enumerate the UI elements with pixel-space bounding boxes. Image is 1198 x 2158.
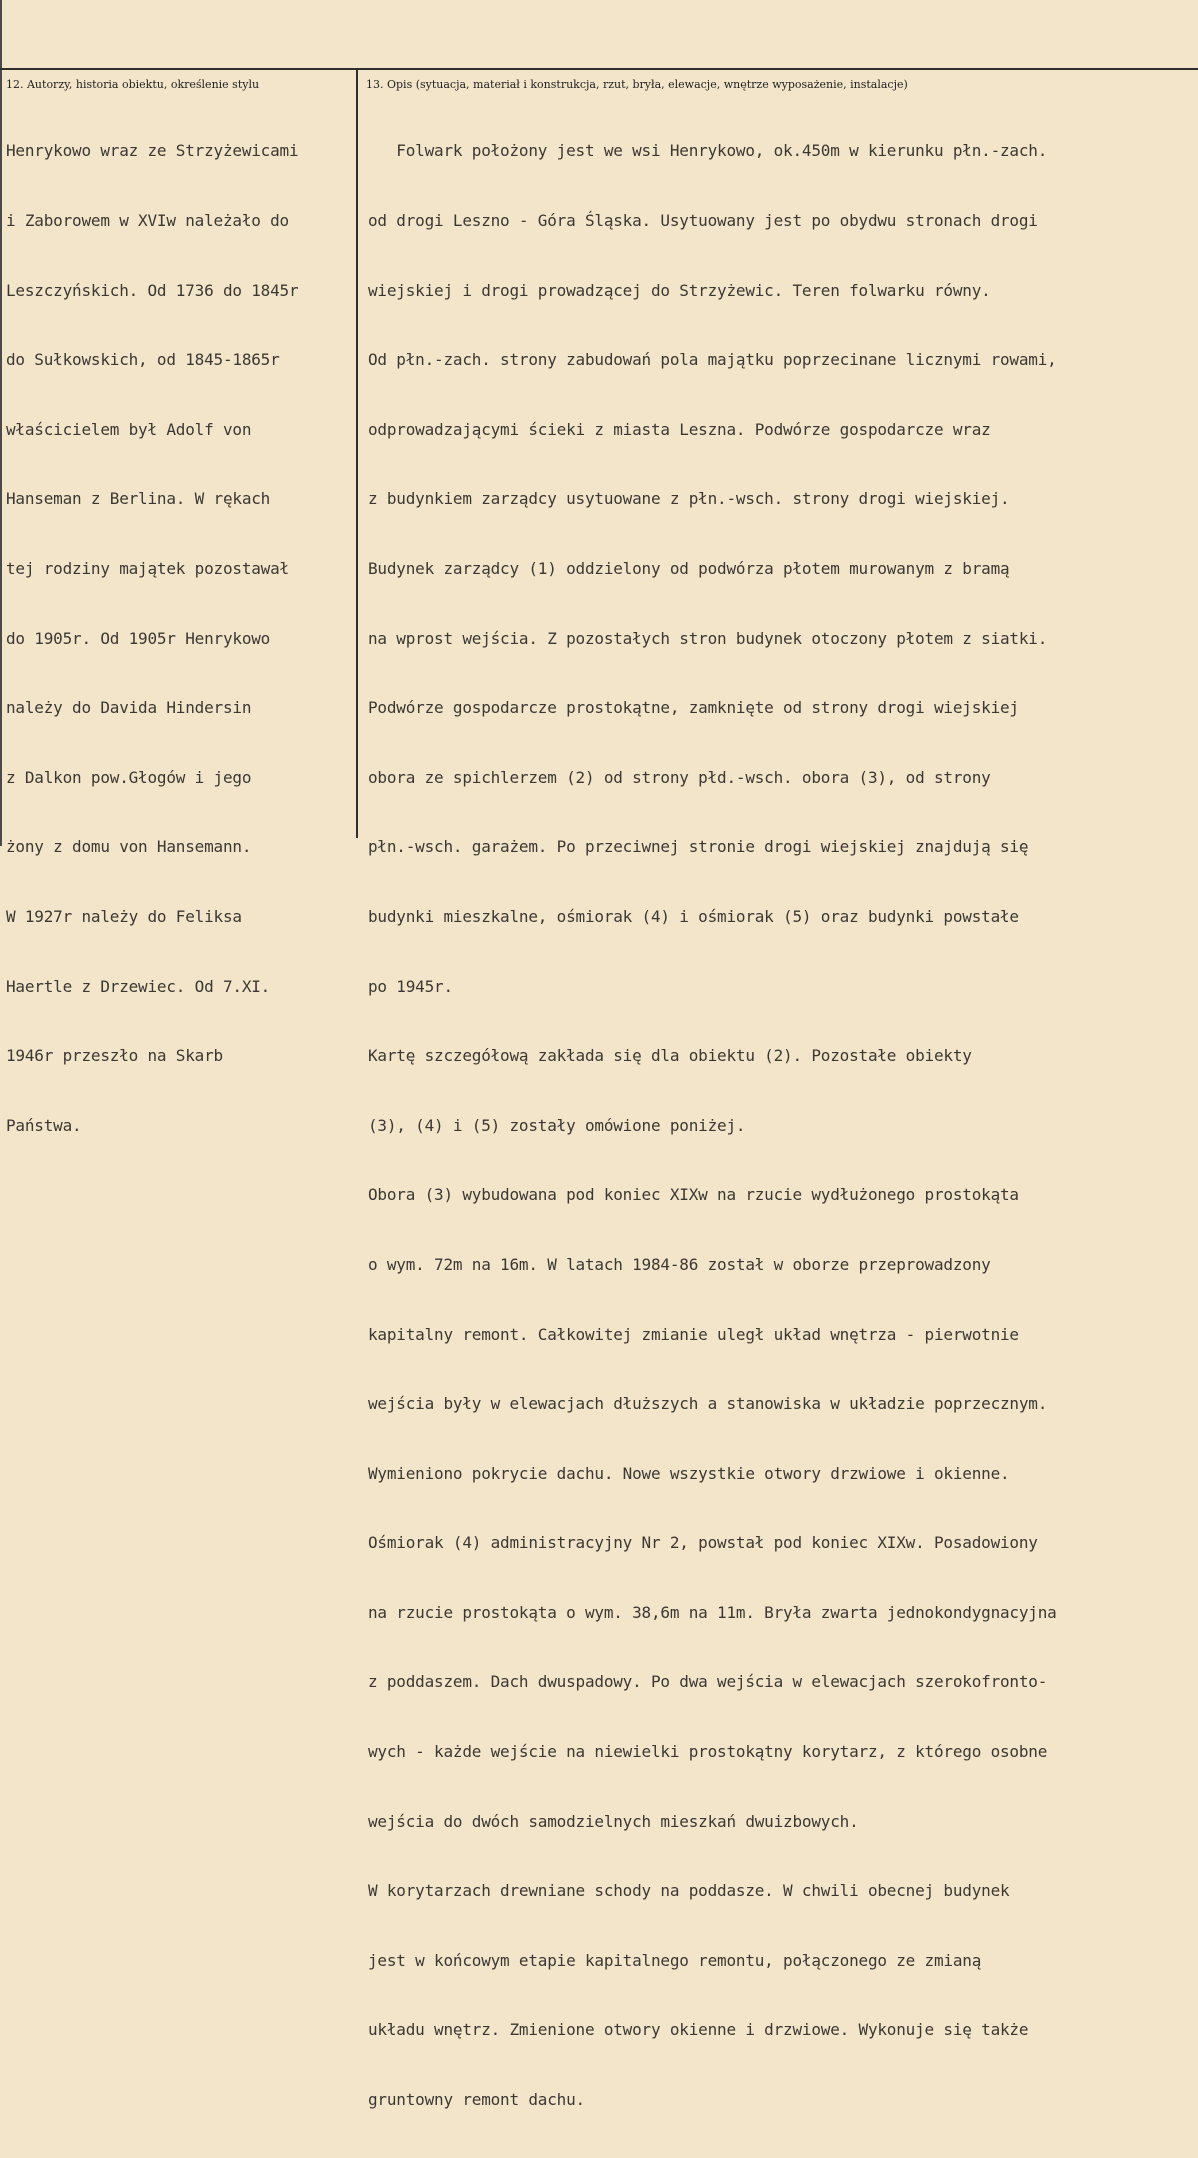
card-left-edge xyxy=(0,0,2,846)
description-line: Podwórze gospodarcze prostokątne, zamknięte od strony drogi wiejskiej xyxy=(368,698,1019,718)
history-line: Henrykowo wraz ze Strzyżewicami xyxy=(6,141,299,161)
description-line: płn.-wsch. garażem. Po przeciwnej stronie drogi wiejskiej znajdują się xyxy=(368,837,1029,857)
section-12-header: 12. Autorzy, historia obiektu, określenie stylu xyxy=(6,78,260,91)
top-rule xyxy=(0,68,1198,70)
column-divider xyxy=(356,68,358,838)
history-line: Państwa. xyxy=(6,1115,82,1135)
description-line: po 1945r. xyxy=(368,976,453,996)
description-line: jest w końcowym etapie kapitalnego remontu, połączonego ze zmianą xyxy=(368,1950,982,1970)
description-line: budynki mieszkalne, ośmiorak (4) i ośmiorak (5) oraz budynki powstałe xyxy=(368,906,1019,926)
history-line: do Sułkowskich, od 1845-1865r xyxy=(6,350,280,370)
history-line: i Zaborowem w XVIw należało do xyxy=(6,211,289,230)
description-line: Kartę szczegółową zakłada się dla obiektu (2). Pozostałe obiekty xyxy=(368,1046,972,1066)
history-line: Hanseman z Berlina. W rękach xyxy=(6,489,271,509)
history-line: tej rodziny majątek pozostawał xyxy=(6,558,289,578)
history-line: Leszczyńskich. Od 1736 do 1845r xyxy=(6,280,299,300)
history-line: należy do Davida Hindersin xyxy=(6,698,252,718)
description-line: (3), (4) i (5) zostały omówione poniżej. xyxy=(368,1115,746,1135)
history-text xyxy=(6,93,298,1183)
description-line: wiejskiej i drogi prowadzącej do Strzyżewic. Teren folwarku równy. xyxy=(368,280,991,300)
description-line: gruntowny remont dachu. xyxy=(368,2090,585,2110)
description-line: z poddaszem. Dach dwuspadowy. Po dwa wejścia w elewacjach szerokofronto- xyxy=(368,1672,1048,1692)
history-line: do 1905r. Od 1905r Henrykowo xyxy=(6,628,271,648)
description-line: W korytarzach drewniane schody na poddasze. W chwili obecnej budynek xyxy=(368,1881,1010,1901)
history-line: żony z domu von Hansemann. xyxy=(6,837,252,857)
description-line: Ośmiorak (4) administracyjny Nr 2, powstał pod koniec XIXw. Posadowiony xyxy=(368,1533,1038,1553)
history-line: Haertle z Drzewiec. Od 7.XI. xyxy=(6,976,271,996)
description-line: Od płn.-zach. strony zabudowań pola majątku poprzecinane licznymi rowami, xyxy=(368,350,1057,370)
history-line: W 1927r należy do Feliksa xyxy=(6,906,242,926)
description-line: na rzucie prostokąta o wym. 38,6m na 11m. Bryła zwarta jednokondygnacyjna xyxy=(368,1602,1057,1622)
history-line: z Dalkon pow.Głogów i jego xyxy=(6,767,252,787)
description-line: Wymieniono pokrycie dachu. Nowe wszystkie otwory drzwiowe i okienne. xyxy=(368,1463,1010,1483)
description-line: na wprost wejścia. Z pozostałych stron budynek otoczony płotem z siatki. xyxy=(368,628,1048,648)
description-line: Obora (3) wybudowana pod koniec XIXw na rzucie wydłużonego prostokąta xyxy=(368,1185,1019,1205)
description-line: Budynek zarządcy (1) oddzielony od podwórza płotem murowanym z bramą xyxy=(368,558,1010,578)
section-13-header: 13. Opis (sytuacja, materiał i konstrukcja, rzut, bryła, elewacje, wnętrze wyposażenie, instalacje) xyxy=(366,78,908,91)
description-line: wejścia do dwóch samodzielnych mieszkań dwuizbowych. xyxy=(368,1811,859,1831)
description-line: odprowadzającymi ścieki z miasta Leszna. Podwórze gospodarcze wraz xyxy=(368,419,991,439)
description-line: od drogi Leszno - Góra Śląska. Usytuowany jest po obydwu stronach drogi xyxy=(368,211,1038,230)
description-text xyxy=(368,93,1057,2158)
history-line: właścicielem był Adolf von xyxy=(6,419,252,439)
description-line: wych - każde wejście na niewielki prostokątny korytarz, z którego osobne xyxy=(368,1742,1048,1762)
description-line: z budynkiem zarządcy usytuowane z płn.-wsch. strony drogi wiejskiej. xyxy=(368,489,1010,509)
description-line: układu wnętrz. Zmienione otwory okienne i drzwiowe. Wykonuje się także xyxy=(368,2020,1029,2040)
description-line: wejścia były w elewacjach dłuższych a stanowiska w układzie poprzecznym. xyxy=(368,1394,1048,1414)
history-line: 1946r przeszło na Skarb xyxy=(6,1046,223,1066)
description-line: obora ze spichlerzem (2) od strony płd.-wsch. obora (3), od strony xyxy=(368,767,991,787)
description-line: o wym. 72m na 16m. W latach 1984-86 został w oborze przeprowadzony xyxy=(368,1254,991,1274)
description-line: Folwark położony jest we wsi Henrykowo, ok.450m w kierunku płn.-zach. xyxy=(368,141,1048,161)
description-line: kapitalny remont. Całkowitej zmianie uległ układ wnętrza - pierwotnie xyxy=(368,1324,1019,1344)
